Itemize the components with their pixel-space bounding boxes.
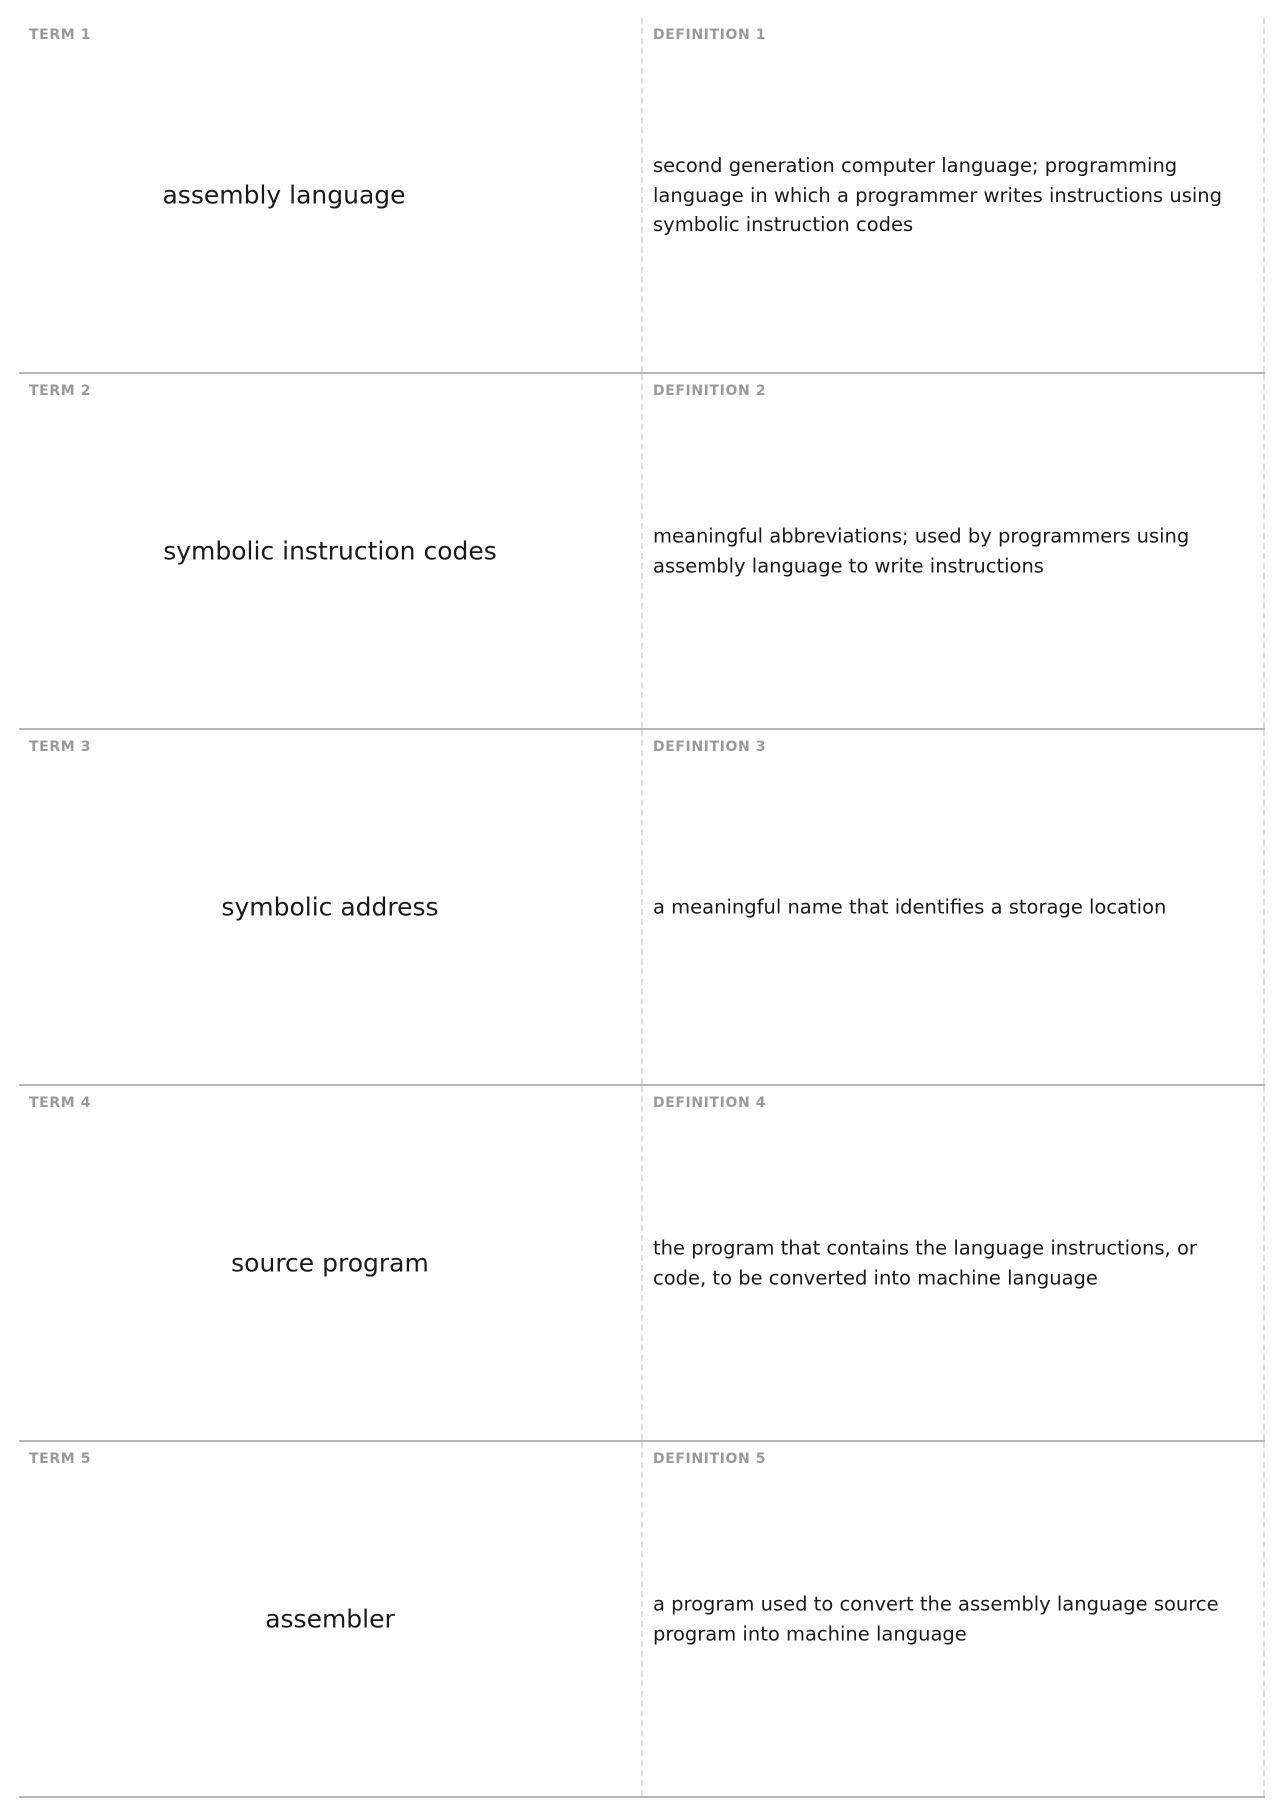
term-cell	[19, 730, 643, 1084]
definition-label: DEFINITION 3	[653, 739, 767, 755]
term-cell	[19, 374, 643, 728]
term-label: TERM 3	[29, 739, 92, 755]
definition-text: second generation computer language; programming language in which a programmer writes instructions using symbolic instruction codes	[653, 153, 1223, 236]
definition-text: the program that contains the language instructions, or code, to be converted into machine language	[653, 1236, 1197, 1289]
term-text: source program	[231, 1248, 429, 1278]
definition-cell	[643, 1442, 1265, 1796]
term-text: assembler	[265, 1604, 395, 1634]
definition-label: DEFINITION 2	[653, 383, 767, 399]
definition-label: DEFINITION 5	[653, 1451, 767, 1467]
card-row	[19, 1442, 1265, 1798]
card-row	[19, 730, 1265, 1086]
term-text: symbolic address	[221, 892, 439, 922]
definition-text: a meaningful name that identifies a storage location	[653, 895, 1167, 919]
definition-label: DEFINITION 1	[653, 27, 767, 43]
term-label: TERM 4	[29, 1095, 92, 1111]
term-cell	[19, 1442, 643, 1796]
definition-text: a program used to convert the assembly language source program into machine language	[653, 1592, 1219, 1645]
definition-cell	[643, 730, 1265, 1084]
definition-cell	[643, 374, 1265, 728]
definition-cell	[643, 1086, 1265, 1440]
card-row	[19, 1086, 1265, 1442]
term-cell	[19, 18, 643, 372]
card-row	[19, 374, 1265, 730]
card-row	[19, 18, 1265, 374]
term-label: TERM 5	[29, 1451, 92, 1467]
definition-label: DEFINITION 4	[653, 1095, 767, 1111]
term-text: symbolic instruction codes	[163, 536, 497, 566]
term-label: TERM 1	[29, 27, 92, 43]
term-text: assembly language	[162, 180, 406, 210]
definition-text: meaningful abbreviations; used by programmers using assembly language to write instructions	[653, 524, 1190, 577]
term-cell	[19, 1086, 643, 1440]
term-label: TERM 2	[29, 383, 92, 399]
flashcard-sheet	[19, 18, 1265, 1798]
definition-cell	[643, 18, 1265, 372]
